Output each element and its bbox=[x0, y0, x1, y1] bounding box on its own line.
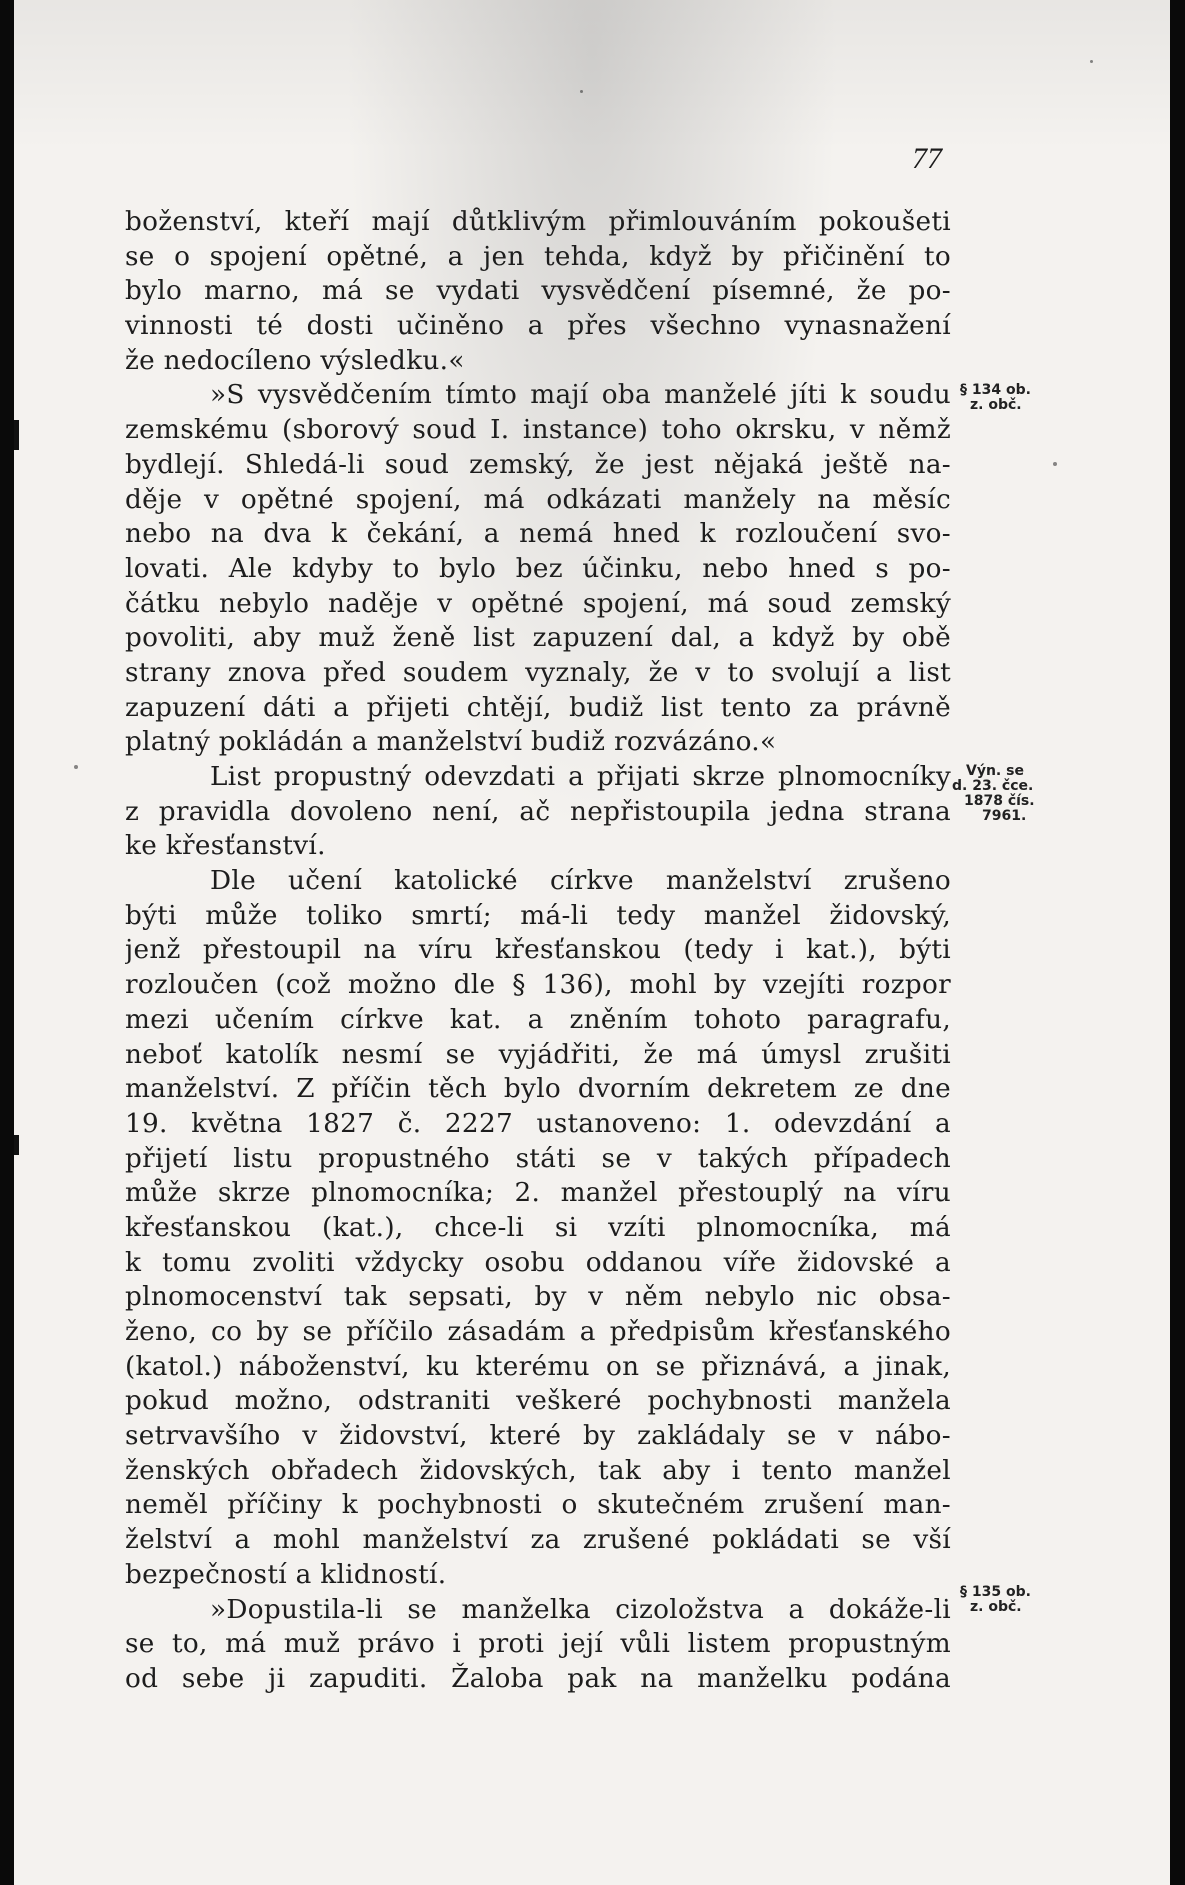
margin-note-line: z. obč. bbox=[970, 397, 1022, 413]
binding-mark bbox=[14, 1135, 19, 1155]
scan-right-edge bbox=[1170, 0, 1185, 1885]
text-line: ženských obřadech židovských, tak aby i tento manžel bbox=[125, 1455, 951, 1486]
text-line: se o spojení opětné, a jen tehda, když by přičinění to bbox=[125, 241, 951, 272]
text-line: platný pokládán a manželství budiž rozvázáno.« bbox=[125, 727, 777, 758]
text-line: přijetí listu propustného státi se v takých případech bbox=[125, 1143, 951, 1174]
print-speck bbox=[1090, 60, 1093, 63]
text-line: strany znova před soudem vyznaly, že v to svolují a list bbox=[125, 657, 951, 688]
margin-note-line: d. 23. čce. bbox=[952, 778, 1034, 794]
text-line: jenž přestoupil na víru křesťanskou (tedy i kat.), býti bbox=[125, 935, 951, 966]
text-line: býti může toliko smrtí; má-li tedy manžel židovský, bbox=[125, 900, 951, 931]
text-line: bezpečností a klidností. bbox=[125, 1559, 447, 1590]
scan-left-edge bbox=[0, 0, 14, 1885]
text-line: rozloučen (což možno dle § 136), mohl by vzejíti rozpor bbox=[125, 970, 951, 1001]
print-speck bbox=[1053, 462, 1057, 466]
text-line: mezi učením církve kat. a zněním tohoto paragrafu, bbox=[125, 1004, 951, 1035]
text-line: List propustný odevzdati a přijati skrze plnomocníky bbox=[210, 762, 951, 792]
margin-note bbox=[960, 383, 1031, 413]
text-line: plnomocenství tak sepsati, by v něm nebylo nic obsa- bbox=[125, 1282, 951, 1313]
margin-note-line: § 135 ob. bbox=[960, 1584, 1031, 1600]
text-line: boženství, kteří mají důtklivým přimlouváním pokoušeti bbox=[125, 207, 951, 237]
margin-note-line: 7961. bbox=[982, 808, 1027, 824]
text-line: od sebe ji zapuditi. Žaloba pak na manželku podána bbox=[125, 1663, 951, 1694]
body-text bbox=[125, 205, 951, 1697]
print-speck bbox=[580, 90, 583, 93]
text-line: ke křesťanství. bbox=[125, 831, 326, 862]
text-line: zapuzení dáti a přijeti chtějí, budiž list tento za právně bbox=[125, 692, 951, 723]
text-line: zemskému (sborový soud I. instance) toho okrsku, v němž bbox=[125, 415, 951, 446]
text-line: povoliti, aby muž ženě list zapuzení dal, a když by obě bbox=[125, 623, 951, 654]
margin-note-line: Výn. se bbox=[966, 763, 1024, 779]
text-line: lovati. Ale kdyby to bylo bez účinku, nebo hned s po- bbox=[125, 553, 951, 584]
margin-note-line: 1878 čís. bbox=[964, 793, 1035, 809]
margin-note-line: z. obč. bbox=[970, 1599, 1022, 1615]
text-line: neboť katolík nesmí se vyjádřiti, že má úmysl zrušiti bbox=[125, 1039, 951, 1070]
page-number: 77 bbox=[912, 142, 942, 175]
text-line: »S vysvědčením tímto mají oba manželé jíti k soudu bbox=[210, 380, 951, 411]
margin-note-line: § 134 ob. bbox=[960, 382, 1031, 398]
text-line: neměl příčiny k pochybnosti o skutečném zrušení man- bbox=[125, 1490, 951, 1521]
text-line: Dle učení katolické církve manželství zrušeno bbox=[210, 866, 951, 897]
text-line: ženo, co by se příčilo zásadám a předpisům křesťanského bbox=[125, 1317, 951, 1347]
text-line: 19. května 1827 č. 2227 ustanoveno: 1. odevzdání a bbox=[125, 1108, 951, 1139]
text-line: křesťanskou (kat.), chce-li si vzíti plnomocníka, má bbox=[125, 1212, 951, 1243]
margin-note bbox=[952, 764, 1035, 824]
text-line: se to, má muž právo i proti její vůli listem propustným bbox=[125, 1629, 951, 1660]
text-line: setrvavšího v židovství, které by zakládaly se v nábo- bbox=[125, 1421, 951, 1452]
text-line: »Dopustila-li se manželka cizoložstva a dokáže-li bbox=[210, 1594, 951, 1625]
text-line: vinnosti té dosti učiněno a přes všechno vynasnažení bbox=[125, 311, 951, 342]
text-line: že nedocíleno výsledku.« bbox=[125, 345, 465, 376]
binding-mark bbox=[14, 420, 19, 450]
margin-note bbox=[960, 1585, 1031, 1615]
text-line: manželství. Z příčin těch bylo dvorním dekretem ze dne bbox=[125, 1074, 951, 1105]
text-line: děje v opětné spojení, má odkázati manžely na měsíc bbox=[125, 484, 951, 515]
print-speck bbox=[74, 765, 78, 769]
text-line: z pravidla dovoleno není, ač nepřistoupila jedna strana bbox=[125, 796, 951, 827]
text-line: želství a mohl manželství za zrušené pokládati se vší bbox=[125, 1525, 951, 1556]
text-line: bydlejí. Shledá-li soud zemský, že jest nějaká ještě na- bbox=[125, 449, 951, 480]
text-line: (katol.) náboženství, ku kterému on se přiznává, a jinak, bbox=[125, 1351, 951, 1382]
text-line: může skrze plnomocníka; 2. manžel přestouplý na víru bbox=[125, 1178, 951, 1209]
text-line: čátku nebylo naděje v opětné spojení, má soud zemský bbox=[125, 588, 951, 619]
text-line: k tomu zvoliti vždycky osobu oddanou víře židovské a bbox=[125, 1247, 951, 1278]
text-line: pokud možno, odstraniti veškeré pochybnosti manžela bbox=[125, 1386, 951, 1417]
text-line: bylo marno, má se vydati vysvědčení písemné, že po- bbox=[125, 276, 951, 307]
text-line: nebo na dva k čekání, a nemá hned k rozloučení svo- bbox=[125, 519, 951, 550]
